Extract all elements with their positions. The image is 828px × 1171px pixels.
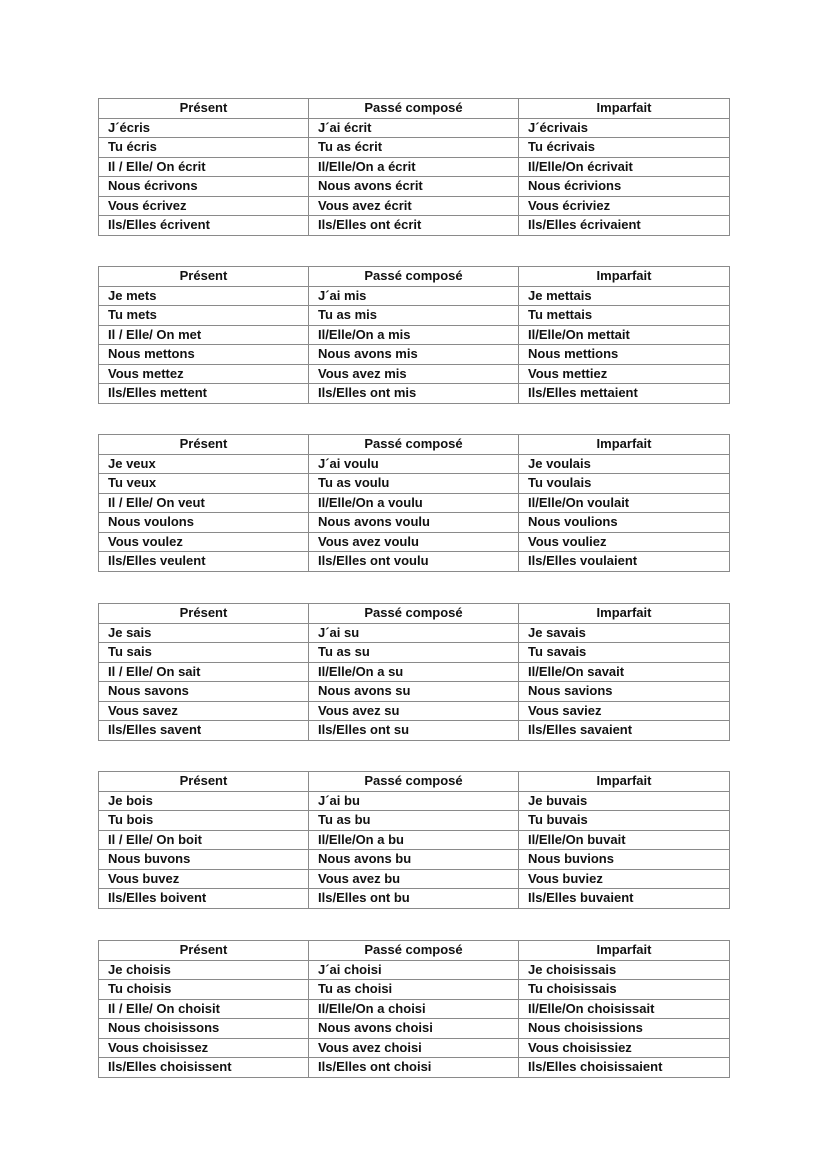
cell-passe-compose: J´ai bu: [309, 791, 519, 811]
cell-passe-compose: Nous avons choisi: [309, 1019, 519, 1039]
table-row: [99, 138, 730, 158]
header-present: Présent: [99, 772, 309, 792]
table-row: [99, 306, 730, 326]
table-row: [99, 682, 730, 702]
header-passe-compose: Passé composé: [309, 435, 519, 455]
cell-present: Ils/Elles choisissent: [99, 1058, 309, 1078]
table-row: [99, 1019, 730, 1039]
table-row: [99, 474, 730, 494]
header-imparfait: Imparfait: [519, 772, 730, 792]
cell-imparfait: Vous buviez: [519, 869, 730, 889]
cell-passe-compose: Ils/Elles ont écrit: [309, 216, 519, 236]
cell-imparfait: Tu voulais: [519, 474, 730, 494]
table-row: [99, 552, 730, 572]
cell-present: Vous buvez: [99, 869, 309, 889]
cell-imparfait: Il/Elle/On savait: [519, 662, 730, 682]
cell-passe-compose: Nous avons voulu: [309, 513, 519, 533]
conjugation-table-5: [98, 771, 730, 909]
cell-passe-compose: Vous avez mis: [309, 364, 519, 384]
cell-imparfait: Ils/Elles choisissaient: [519, 1058, 730, 1078]
cell-imparfait: Vous mettiez: [519, 364, 730, 384]
cell-present: Ils/Elles mettent: [99, 384, 309, 404]
conjugation-table-2: [98, 266, 730, 404]
cell-imparfait: Ils/Elles savaient: [519, 721, 730, 741]
header-present: Présent: [99, 941, 309, 961]
table-row: [99, 532, 730, 552]
cell-passe-compose: Tu as su: [309, 643, 519, 663]
cell-passe-compose: Tu as écrit: [309, 138, 519, 158]
table-row: [99, 513, 730, 533]
table-row: [99, 1038, 730, 1058]
cell-passe-compose: Tu as choisi: [309, 980, 519, 1000]
table-row: [99, 325, 730, 345]
table-row: [99, 889, 730, 909]
cell-passe-compose: J´ai mis: [309, 286, 519, 306]
conjugation-table-1: [98, 98, 730, 236]
cell-passe-compose: Ils/Elles ont choisi: [309, 1058, 519, 1078]
cell-present: Je veux: [99, 454, 309, 474]
header-present: Présent: [99, 267, 309, 287]
cell-passe-compose: J´ai voulu: [309, 454, 519, 474]
header-passe-compose: Passé composé: [309, 772, 519, 792]
cell-present: Nous savons: [99, 682, 309, 702]
cell-passe-compose: Ils/Elles ont mis: [309, 384, 519, 404]
cell-passe-compose: Nous avons bu: [309, 850, 519, 870]
table-row: [99, 960, 730, 980]
cell-passe-compose: Ils/Elles ont bu: [309, 889, 519, 909]
header-imparfait: Imparfait: [519, 941, 730, 961]
cell-imparfait: Il/Elle/On mettait: [519, 325, 730, 345]
table-row: [99, 364, 730, 384]
header-present: Présent: [99, 435, 309, 455]
table-row: [99, 286, 730, 306]
cell-passe-compose: Il/Elle/On a su: [309, 662, 519, 682]
cell-passe-compose: Il/Elle/On a voulu: [309, 493, 519, 513]
cell-imparfait: Vous choisissiez: [519, 1038, 730, 1058]
cell-passe-compose: Il/Elle/On a bu: [309, 830, 519, 850]
cell-imparfait: Tu buvais: [519, 811, 730, 831]
cell-imparfait: Ils/Elles voulaient: [519, 552, 730, 572]
cell-imparfait: Il/Elle/On écrivait: [519, 157, 730, 177]
cell-passe-compose: Vous avez écrit: [309, 196, 519, 216]
cell-imparfait: Tu choisissais: [519, 980, 730, 1000]
cell-imparfait: Vous écriviez: [519, 196, 730, 216]
cell-present: Vous mettez: [99, 364, 309, 384]
table-row: [99, 118, 730, 138]
cell-passe-compose: Vous avez su: [309, 701, 519, 721]
cell-present: Tu veux: [99, 474, 309, 494]
cell-present: Nous mettons: [99, 345, 309, 365]
cell-present: Tu mets: [99, 306, 309, 326]
cell-passe-compose: Ils/Elles ont su: [309, 721, 519, 741]
cell-present: Je sais: [99, 623, 309, 643]
cell-imparfait: Il/Elle/On buvait: [519, 830, 730, 850]
cell-present: Il / Elle/ On boit: [99, 830, 309, 850]
header-row: [99, 267, 730, 287]
cell-imparfait: Ils/Elles mettaient: [519, 384, 730, 404]
cell-present: Vous savez: [99, 701, 309, 721]
cell-passe-compose: Ils/Elles ont voulu: [309, 552, 519, 572]
header-imparfait: Imparfait: [519, 604, 730, 624]
table-row: [99, 216, 730, 236]
cell-passe-compose: Vous avez choisi: [309, 1038, 519, 1058]
table-row: [99, 345, 730, 365]
cell-passe-compose: Il/Elle/On a mis: [309, 325, 519, 345]
table-row: [99, 850, 730, 870]
table-row: [99, 196, 730, 216]
cell-passe-compose: Vous avez voulu: [309, 532, 519, 552]
cell-present: Nous voulons: [99, 513, 309, 533]
cell-present: Ils/Elles écrivent: [99, 216, 309, 236]
cell-passe-compose: J´ai écrit: [309, 118, 519, 138]
cell-imparfait: Tu savais: [519, 643, 730, 663]
cell-imparfait: Vous saviez: [519, 701, 730, 721]
cell-present: Je mets: [99, 286, 309, 306]
cell-present: Je choisis: [99, 960, 309, 980]
header-row: [99, 604, 730, 624]
cell-present: Tu écris: [99, 138, 309, 158]
cell-imparfait: Je savais: [519, 623, 730, 643]
table-row: [99, 1058, 730, 1078]
cell-imparfait: Je choisissais: [519, 960, 730, 980]
cell-imparfait: Il/Elle/On choisissait: [519, 999, 730, 1019]
cell-present: Tu bois: [99, 811, 309, 831]
table-row: [99, 811, 730, 831]
table-row: [99, 999, 730, 1019]
cell-passe-compose: J´ai choisi: [309, 960, 519, 980]
header-row: [99, 772, 730, 792]
header-present: Présent: [99, 604, 309, 624]
cell-imparfait: J´écrivais: [519, 118, 730, 138]
cell-imparfait: Nous mettions: [519, 345, 730, 365]
cell-present: Nous choisissons: [99, 1019, 309, 1039]
cell-present: Je bois: [99, 791, 309, 811]
conjugation-table-4: [98, 603, 730, 741]
cell-imparfait: Nous écrivions: [519, 177, 730, 197]
cell-present: Tu sais: [99, 643, 309, 663]
header-imparfait: Imparfait: [519, 99, 730, 119]
cell-present: Nous écrivons: [99, 177, 309, 197]
cell-present: Vous écrivez: [99, 196, 309, 216]
cell-present: Il / Elle/ On choisit: [99, 999, 309, 1019]
table-row: [99, 454, 730, 474]
cell-present: Ils/Elles boivent: [99, 889, 309, 909]
cell-present: Ils/Elles savent: [99, 721, 309, 741]
cell-present: Il / Elle/ On écrit: [99, 157, 309, 177]
cell-passe-compose: J´ai su: [309, 623, 519, 643]
table-row: [99, 623, 730, 643]
cell-present: Il / Elle/ On sait: [99, 662, 309, 682]
cell-passe-compose: Vous avez bu: [309, 869, 519, 889]
table-row: [99, 791, 730, 811]
cell-passe-compose: Nous avons mis: [309, 345, 519, 365]
table-row: [99, 177, 730, 197]
cell-present: Ils/Elles veulent: [99, 552, 309, 572]
table-row: [99, 384, 730, 404]
cell-imparfait: Nous voulions: [519, 513, 730, 533]
cell-present: Vous choisissez: [99, 1038, 309, 1058]
header-row: [99, 435, 730, 455]
table-row: [99, 721, 730, 741]
header-passe-compose: Passé composé: [309, 99, 519, 119]
cell-passe-compose: Tu as voulu: [309, 474, 519, 494]
cell-imparfait: Ils/Elles buvaient: [519, 889, 730, 909]
table-row: [99, 643, 730, 663]
header-row: [99, 941, 730, 961]
table-row: [99, 701, 730, 721]
header-imparfait: Imparfait: [519, 267, 730, 287]
cell-imparfait: Nous buvions: [519, 850, 730, 870]
header-row: [99, 99, 730, 119]
cell-passe-compose: Tu as bu: [309, 811, 519, 831]
cell-present: Il / Elle/ On met: [99, 325, 309, 345]
cell-imparfait: Vous vouliez: [519, 532, 730, 552]
cell-present: J´écris: [99, 118, 309, 138]
header-passe-compose: Passé composé: [309, 604, 519, 624]
cell-passe-compose: Nous avons écrit: [309, 177, 519, 197]
cell-imparfait: Nous savions: [519, 682, 730, 702]
cell-present: Vous voulez: [99, 532, 309, 552]
cell-present: Il / Elle/ On veut: [99, 493, 309, 513]
table-row: [99, 157, 730, 177]
header-present: Présent: [99, 99, 309, 119]
conjugation-table-3: [98, 434, 730, 572]
header-passe-compose: Passé composé: [309, 941, 519, 961]
cell-passe-compose: Tu as mis: [309, 306, 519, 326]
table-row: [99, 980, 730, 1000]
cell-imparfait: Ils/Elles écrivaient: [519, 216, 730, 236]
table-row: [99, 830, 730, 850]
header-imparfait: Imparfait: [519, 435, 730, 455]
cell-imparfait: Il/Elle/On voulait: [519, 493, 730, 513]
cell-imparfait: Je mettais: [519, 286, 730, 306]
cell-passe-compose: Nous avons su: [309, 682, 519, 702]
conjugation-table-6: [98, 940, 730, 1078]
cell-imparfait: Tu écrivais: [519, 138, 730, 158]
cell-passe-compose: Il/Elle/On a choisi: [309, 999, 519, 1019]
cell-present: Nous buvons: [99, 850, 309, 870]
header-passe-compose: Passé composé: [309, 267, 519, 287]
table-row: [99, 493, 730, 513]
cell-present: Tu choisis: [99, 980, 309, 1000]
table-row: [99, 869, 730, 889]
cell-imparfait: Je voulais: [519, 454, 730, 474]
cell-imparfait: Tu mettais: [519, 306, 730, 326]
cell-imparfait: Je buvais: [519, 791, 730, 811]
table-row: [99, 662, 730, 682]
cell-passe-compose: Il/Elle/On a écrit: [309, 157, 519, 177]
cell-imparfait: Nous choisissions: [519, 1019, 730, 1039]
